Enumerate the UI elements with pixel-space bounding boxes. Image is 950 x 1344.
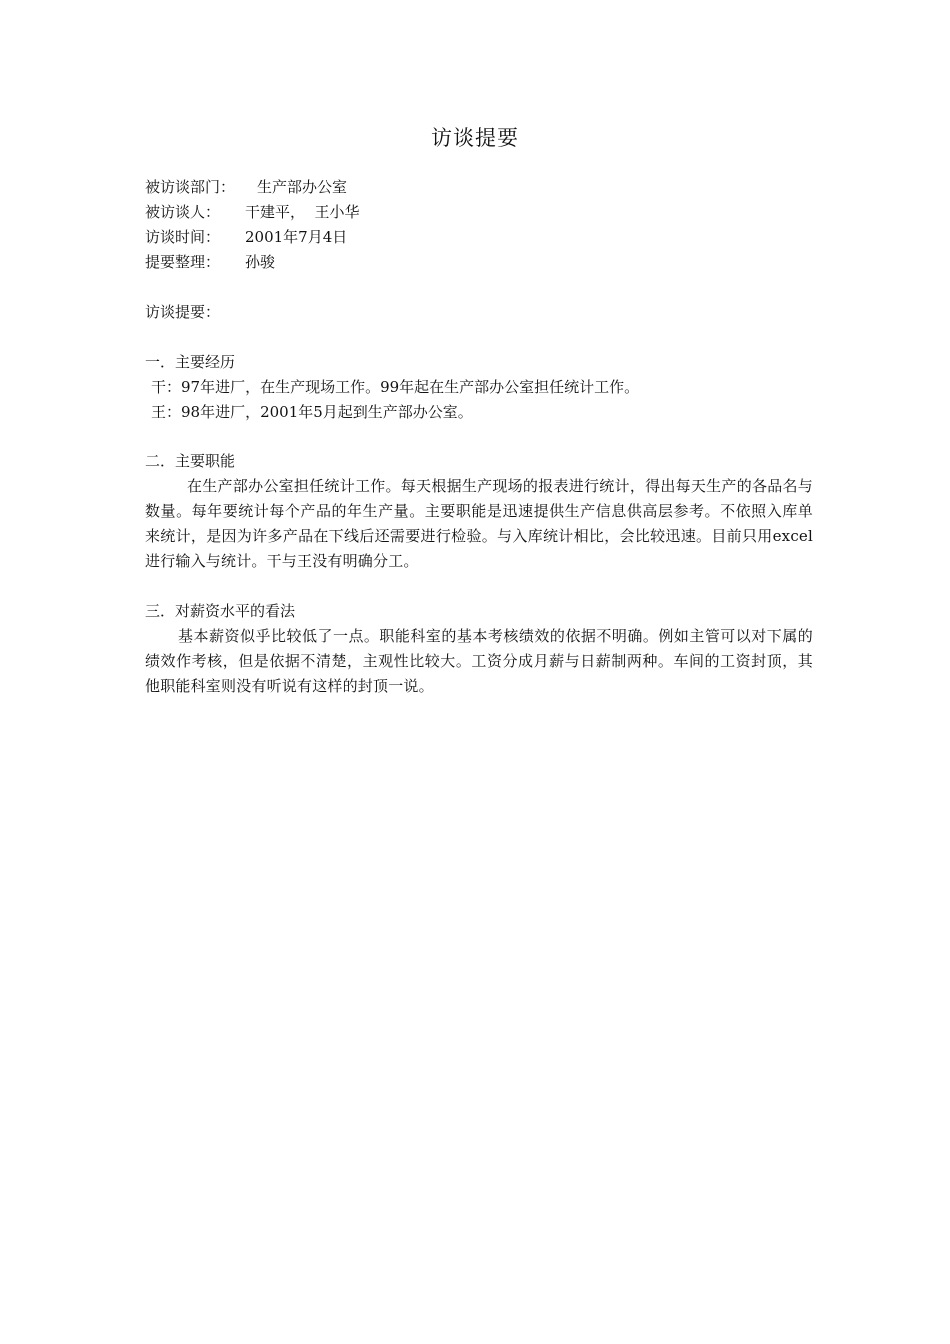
- meta-row-interviewees: [145, 200, 360, 225]
- experience-line: 干：97年进厂，在生产现场工作。99年起在生产部办公室担任统计工作。: [151, 378, 640, 396]
- summary-label: 访谈提要：: [145, 303, 221, 321]
- section-salary-views: [145, 599, 813, 699]
- meta-row-department: [145, 175, 360, 200]
- meta-value: 干建平， 王小华: [245, 203, 360, 221]
- section-paragraph: 在生产部办公室担任统计工作。每天根据生产现场的报表进行统计，得出每天生产的各品名与数量。每年要统计每个产品的年生产量。主要职能是迅速提供生产信息供高层参考。不依照入库单来统计，是因为许多产品在下线后还需要进行检验。与入库统计相比，会比较迅速。目前只用excel进行输入与统计。干与王没有明确分工。: [145, 477, 813, 570]
- section-experience: [145, 350, 813, 425]
- meta-value: 生产部办公室: [257, 178, 348, 196]
- meta-value: 孙骏: [245, 253, 276, 271]
- section-title: 二．主要职能: [145, 452, 236, 470]
- meta-label: 被访谈部门：: [145, 178, 236, 196]
- meta-label: 被访谈人：: [145, 203, 221, 221]
- meta-label: 提要整理：: [145, 253, 221, 271]
- meta-label: 访谈时间：: [145, 228, 221, 246]
- experience-line: 王：98年进厂，2001年5月起到生产部办公室。: [151, 403, 473, 421]
- section-paragraph: 基本薪资似乎比较低了一点。职能科室的基本考核绩效的依据不明确。例如主管可以对下属的绩效作考核，但是依据不清楚，主观性比较大。工资分成月薪与日薪制两种。车间的工资封顶，其他职能科室则没有听说有这样的封顶一说。: [145, 627, 813, 695]
- meta-row-compiler: [145, 250, 360, 275]
- meta-row-date: [145, 225, 360, 250]
- section-duties: [145, 449, 813, 574]
- section-title: 一．主要经历: [145, 353, 236, 371]
- section-title: 三．对薪资水平的看法: [145, 602, 296, 620]
- interview-meta: [145, 175, 360, 275]
- document-title: 访谈提要: [431, 126, 519, 150]
- meta-value: 2001年7月4日: [245, 228, 348, 246]
